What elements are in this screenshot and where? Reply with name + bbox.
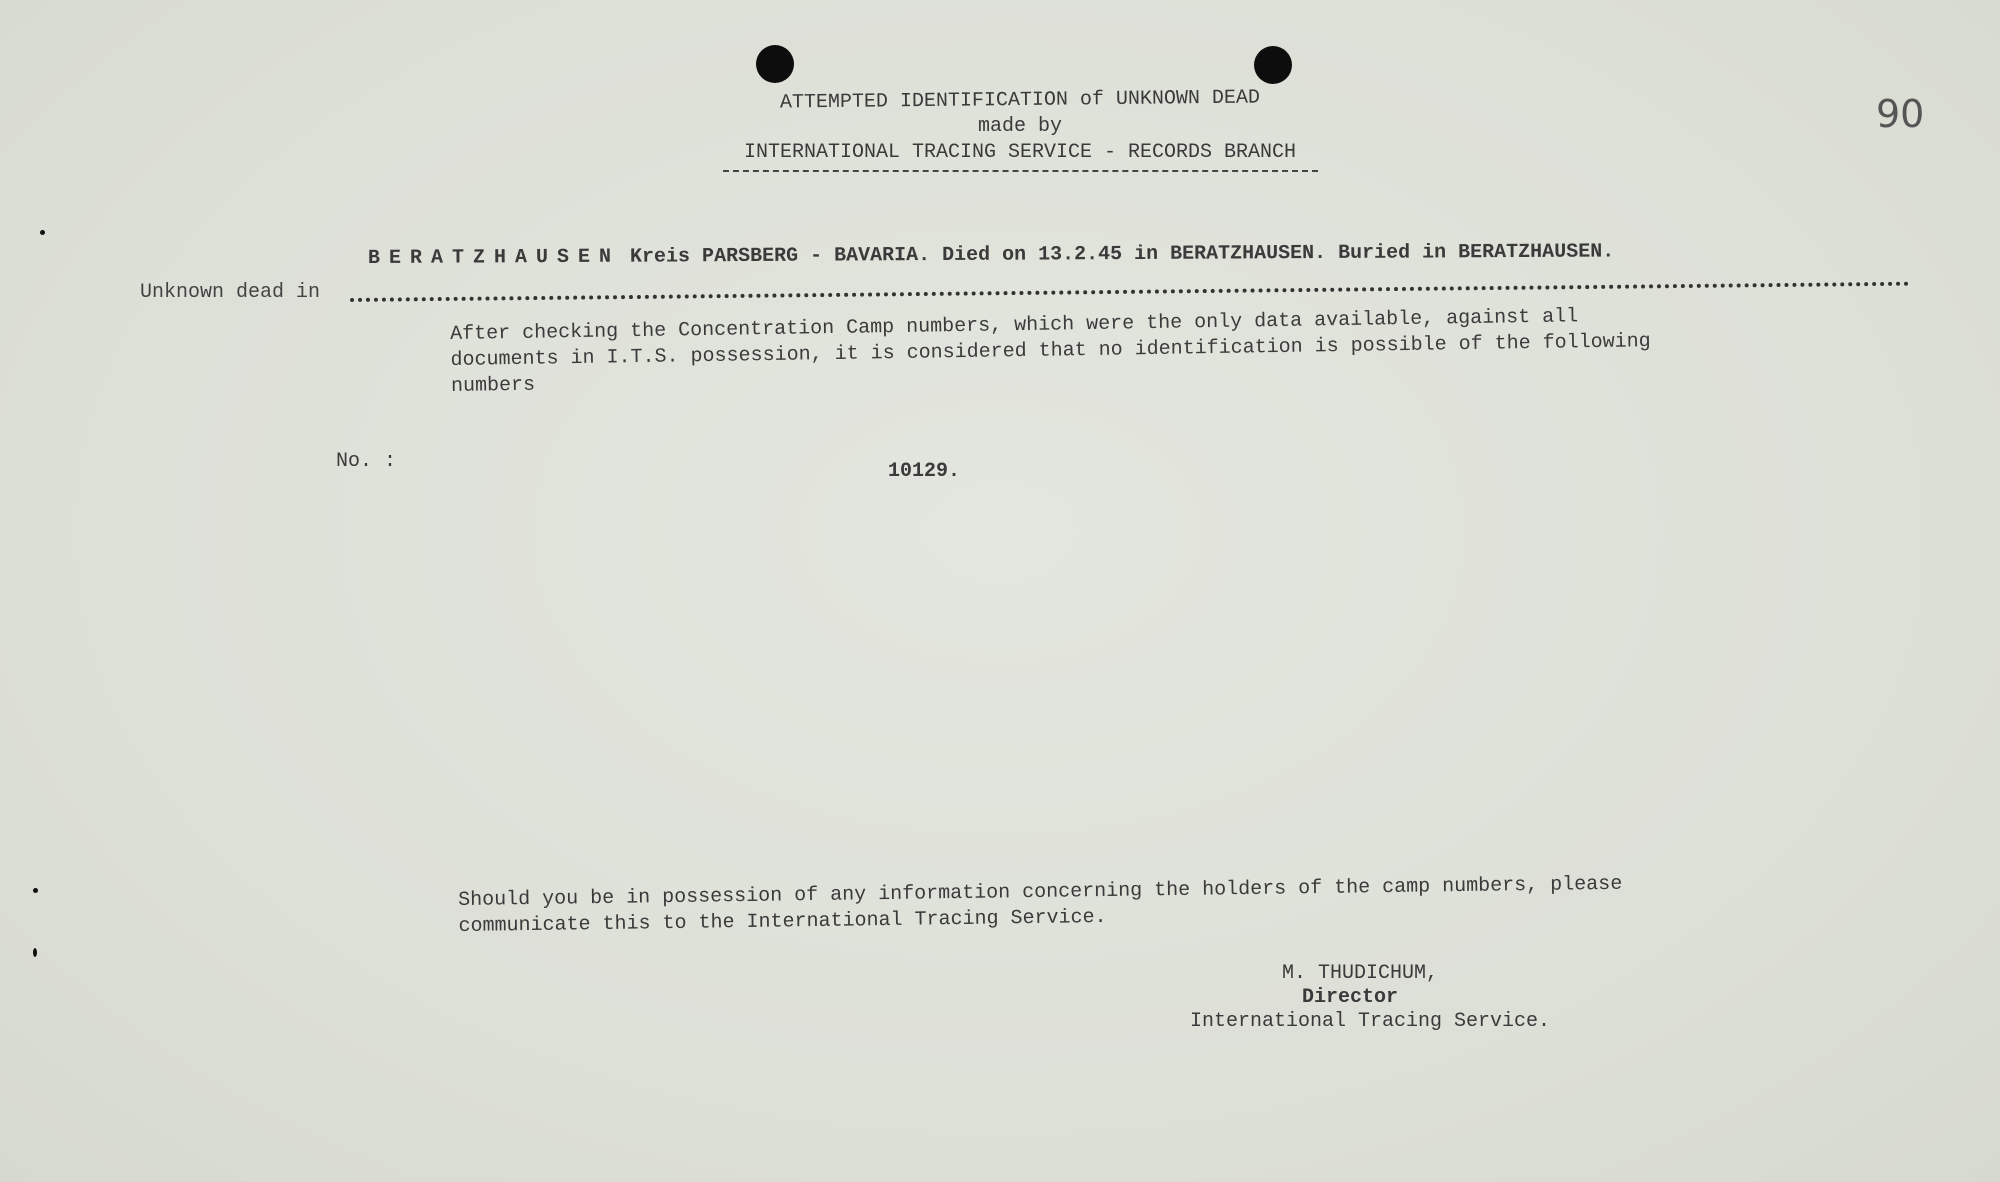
page-number: 90 (1876, 92, 1925, 136)
signature-block (1170, 962, 1570, 1034)
town-name: BERATZHAUSEN (367, 245, 621, 270)
document-header (700, 88, 1340, 172)
paper-speck (33, 948, 37, 957)
signatory-title: Director (1301, 986, 1398, 1009)
signatory-name: M. THUDICHUM, (1281, 962, 1439, 985)
paper-speck (33, 888, 38, 893)
header-underline (723, 170, 1318, 172)
paper-speck (40, 230, 45, 235)
information-request: Should you be in possession of any information concerning the holders of the camp numbers, please communicate this to the International Tracing Service. (458, 872, 1623, 938)
unknown-dead-label: Unknown dead in (140, 281, 321, 304)
location-details: Kreis PARSBERG - BAVARIA. Died on 13.2.45 in BERATZHAUSEN. Buried in BERATZHAUSEN. (629, 240, 1615, 269)
signatory-organization: International Tracing Service. (1189, 1010, 1551, 1033)
unknown-dead-row (140, 240, 1930, 305)
camp-number: 10129. (888, 460, 961, 483)
punch-hole-right (1254, 46, 1292, 84)
header-made-by: made by (977, 115, 1062, 138)
punch-hole-left (756, 45, 794, 83)
number-label: No. : (336, 450, 397, 473)
header-organization: INTERNATIONAL TRACING SERVICE - RECORDS BRANCH (743, 141, 1297, 164)
dotted-leader (350, 272, 1910, 302)
checking-paragraph: After checking the Concentration Camp numbers, which were the only data available, against all documents in I.T.S. possession, it is considered that no identification is possible of the following numbers (450, 305, 1651, 398)
header-title: ATTEMPTED IDENTIFICATION of UNKNOWN DEAD (779, 86, 1261, 115)
unknown-dead-location (368, 240, 1614, 270)
